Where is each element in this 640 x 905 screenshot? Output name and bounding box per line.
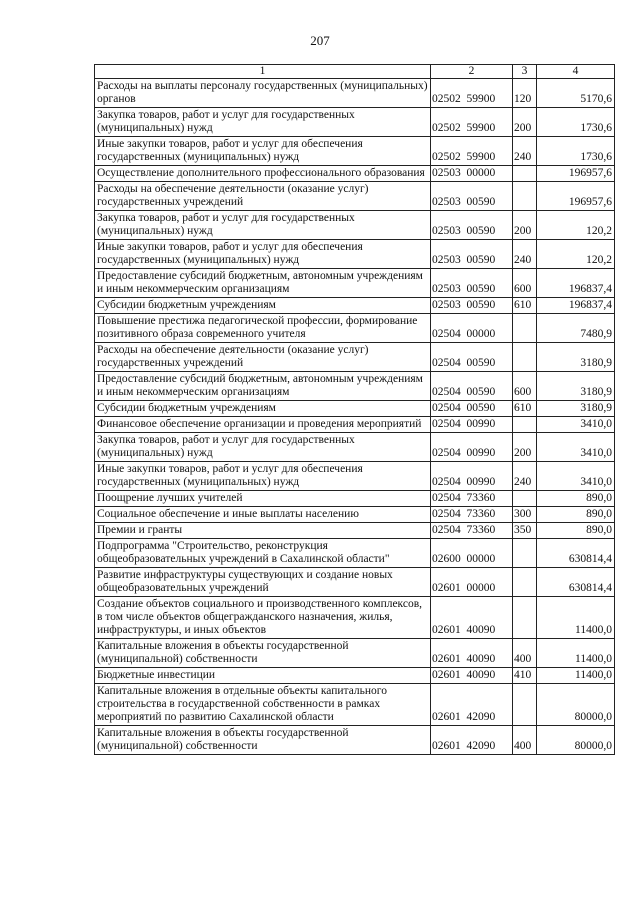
row-name: Расходы на обеспечение деятельности (оказание услуг) государственных учреждений xyxy=(95,182,431,211)
table-row xyxy=(95,314,615,343)
row-type xyxy=(513,684,537,726)
table-row xyxy=(95,491,615,507)
row-amount: 5170,6 xyxy=(537,79,615,108)
table-row xyxy=(95,507,615,523)
row-amount: 11400,0 xyxy=(537,597,615,639)
row-name: Субсидии бюджетным учреждениям xyxy=(95,298,431,314)
row-name: Закупка товаров, работ и услуг для государственных (муниципальных) нужд xyxy=(95,211,431,240)
table-row xyxy=(95,726,615,755)
row-amount: 3180,9 xyxy=(537,343,615,372)
table-row xyxy=(95,298,615,314)
table-row xyxy=(95,182,615,211)
row-code: 02504 00990 xyxy=(431,433,513,462)
row-type: 600 xyxy=(513,269,537,298)
row-type xyxy=(513,597,537,639)
row-amount: 630814,4 xyxy=(537,539,615,568)
row-amount: 3180,9 xyxy=(537,372,615,401)
row-amount: 890,0 xyxy=(537,507,615,523)
row-code: 02601 00000 xyxy=(431,568,513,597)
row-type xyxy=(513,539,537,568)
table-row xyxy=(95,343,615,372)
row-type: 610 xyxy=(513,401,537,417)
row-name: Иные закупки товаров, работ и услуг для обеспечения государственных (муниципальных) нужд xyxy=(95,137,431,166)
table-row xyxy=(95,401,615,417)
row-name: Предоставление субсидий бюджетным, автономным учреждениям и иным некоммерческим организациям xyxy=(95,269,431,298)
row-amount: 120,2 xyxy=(537,240,615,269)
row-name: Осуществление дополнительного профессионального образования xyxy=(95,166,431,182)
table-row xyxy=(95,166,615,182)
row-name: Закупка товаров, работ и услуг для государственных (муниципальных) нужд xyxy=(95,433,431,462)
row-type: 240 xyxy=(513,137,537,166)
row-type: 240 xyxy=(513,240,537,269)
header-col-3: 3 xyxy=(513,65,537,79)
row-type: 200 xyxy=(513,108,537,137)
row-name: Капитальные вложения в объекты государственной (муниципальной) собственности xyxy=(95,726,431,755)
row-amount: 196957,6 xyxy=(537,166,615,182)
page-number: 207 xyxy=(310,33,330,48)
table-row xyxy=(95,108,615,137)
row-type xyxy=(513,417,537,433)
row-name: Субсидии бюджетным учреждениям xyxy=(95,401,431,417)
table-row xyxy=(95,684,615,726)
row-name: Капитальные вложения в объекты государственной (муниципальной) собственности xyxy=(95,639,431,668)
row-code: 02503 00590 xyxy=(431,240,513,269)
row-amount: 890,0 xyxy=(537,523,615,539)
row-amount: 196837,4 xyxy=(537,269,615,298)
table-row xyxy=(95,417,615,433)
row-type: 240 xyxy=(513,462,537,491)
row-amount: 1730,6 xyxy=(537,108,615,137)
row-name: Поощрение лучших учителей xyxy=(95,491,431,507)
row-amount: 3410,0 xyxy=(537,462,615,491)
table-row xyxy=(95,668,615,684)
row-amount: 890,0 xyxy=(537,491,615,507)
row-name: Иные закупки товаров, работ и услуг для обеспечения государственных (муниципальных) нужд xyxy=(95,240,431,269)
header-col-2: 2 xyxy=(431,65,513,79)
row-name: Бюджетные инвестиции xyxy=(95,668,431,684)
row-amount: 3410,0 xyxy=(537,417,615,433)
row-code: 02503 00000 xyxy=(431,166,513,182)
table-row xyxy=(95,639,615,668)
row-code: 02601 42090 xyxy=(431,726,513,755)
row-amount: 196837,4 xyxy=(537,298,615,314)
table-row xyxy=(95,137,615,166)
row-code: 02601 42090 xyxy=(431,684,513,726)
row-code: 02503 00590 xyxy=(431,211,513,240)
row-code: 02504 00000 xyxy=(431,314,513,343)
row-name: Повышение престижа педагогической профессии, формирование позитивного образа современного учителя xyxy=(95,314,431,343)
row-amount: 3180,9 xyxy=(537,401,615,417)
row-code: 02502 59900 xyxy=(431,79,513,108)
row-type: 120 xyxy=(513,79,537,108)
row-name: Премии и гранты xyxy=(95,523,431,539)
row-code: 02502 59900 xyxy=(431,108,513,137)
row-code: 02504 00990 xyxy=(431,462,513,491)
row-type: 300 xyxy=(513,507,537,523)
row-name: Предоставление субсидий бюджетным, автономным учреждениям и иным некоммерческим организациям xyxy=(95,372,431,401)
table-row xyxy=(95,211,615,240)
table-row xyxy=(95,79,615,108)
table-row xyxy=(95,372,615,401)
header-col-1: 1 xyxy=(95,65,431,79)
row-type xyxy=(513,314,537,343)
row-type: 350 xyxy=(513,523,537,539)
row-amount: 7480,9 xyxy=(537,314,615,343)
row-code: 02503 00590 xyxy=(431,298,513,314)
row-name: Подпрограмма "Строительство, реконструкция общеобразовательных учреждений в Сахалинской области" xyxy=(95,539,431,568)
row-type xyxy=(513,343,537,372)
row-amount: 3410,0 xyxy=(537,433,615,462)
table-row xyxy=(95,523,615,539)
row-amount: 80000,0 xyxy=(537,684,615,726)
budget-table xyxy=(94,64,615,755)
row-amount: 120,2 xyxy=(537,211,615,240)
row-name: Расходы на обеспечение деятельности (оказание услуг) государственных учреждений xyxy=(95,343,431,372)
row-code: 02600 00000 xyxy=(431,539,513,568)
row-name: Развитие инфраструктуры существующих и создание новых общеобразовательных учреждений xyxy=(95,568,431,597)
row-amount: 630814,4 xyxy=(537,568,615,597)
row-amount: 1730,6 xyxy=(537,137,615,166)
row-code: 02504 73360 xyxy=(431,507,513,523)
row-code: 02601 40090 xyxy=(431,597,513,639)
row-code: 02601 40090 xyxy=(431,668,513,684)
row-type: 600 xyxy=(513,372,537,401)
row-name: Создание объектов социального и производственного комплексов, в том числе объектов общегражданского назначения, жилья, инфраструктуры, и иных объектов xyxy=(95,597,431,639)
table-row xyxy=(95,433,615,462)
row-name: Капитальные вложения в отдельные объекты капитального строительства в государственной собственности в рамках мероприятий по развитию Сахалинской области xyxy=(95,684,431,726)
header-col-4: 4 xyxy=(537,65,615,79)
table-row xyxy=(95,462,615,491)
row-code: 02504 00590 xyxy=(431,372,513,401)
table-row xyxy=(95,568,615,597)
row-type xyxy=(513,568,537,597)
row-name: Финансовое обеспечение организации и проведения мероприятий xyxy=(95,417,431,433)
table-header-row xyxy=(95,65,615,79)
row-name: Закупка товаров, работ и услуг для государственных (муниципальных) нужд xyxy=(95,108,431,137)
row-amount: 196957,6 xyxy=(537,182,615,211)
row-code: 02504 00590 xyxy=(431,343,513,372)
table-row xyxy=(95,269,615,298)
row-type: 610 xyxy=(513,298,537,314)
row-type: 410 xyxy=(513,668,537,684)
row-type: 400 xyxy=(513,726,537,755)
row-name: Расходы на выплаты персоналу государственных (муниципальных) органов xyxy=(95,79,431,108)
row-amount: 80000,0 xyxy=(537,726,615,755)
row-code: 02503 00590 xyxy=(431,269,513,298)
row-code: 02504 73360 xyxy=(431,491,513,507)
row-name: Иные закупки товаров, работ и услуг для обеспечения государственных (муниципальных) нужд xyxy=(95,462,431,491)
row-type: 400 xyxy=(513,639,537,668)
row-type xyxy=(513,166,537,182)
row-amount: 11400,0 xyxy=(537,639,615,668)
row-amount: 11400,0 xyxy=(537,668,615,684)
row-type xyxy=(513,182,537,211)
table-row xyxy=(95,539,615,568)
row-code: 02502 59900 xyxy=(431,137,513,166)
table-row xyxy=(95,240,615,269)
row-code: 02601 40090 xyxy=(431,639,513,668)
table-body xyxy=(95,79,615,755)
row-code: 02503 00590 xyxy=(431,182,513,211)
row-code: 02504 73360 xyxy=(431,523,513,539)
row-type: 200 xyxy=(513,433,537,462)
row-code: 02504 00990 xyxy=(431,417,513,433)
row-type: 200 xyxy=(513,211,537,240)
row-code: 02504 00590 xyxy=(431,401,513,417)
table-row xyxy=(95,597,615,639)
row-name: Социальное обеспечение и иные выплаты населению xyxy=(95,507,431,523)
row-type xyxy=(513,491,537,507)
